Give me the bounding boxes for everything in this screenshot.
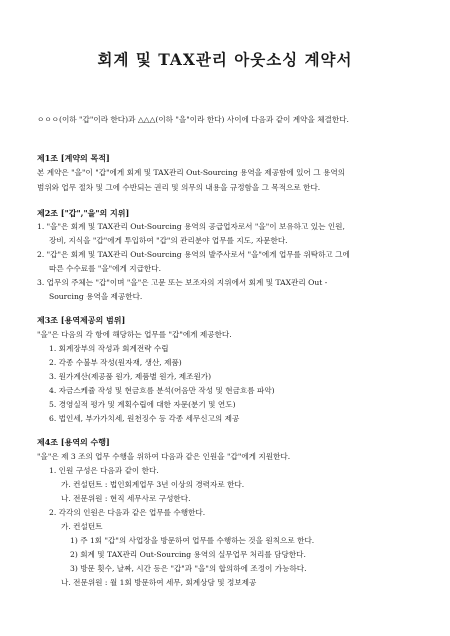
article-3-line: 3. 원가계산(제공품 원가, 제품별 원가, 제조원가) [49, 372, 212, 381]
article-4-line: 1) 주 1회 "갑"의 사업장을 방문하여 업무를 수행하는 것을 원칙으로 한다. [70, 536, 315, 545]
article-4-line: 나. 전문위원 : 월 1회 방문하여 세무, 회계상담 및 정보제공 [61, 578, 257, 587]
article-4-line: 가. 컨설턴트 [61, 522, 103, 531]
article-4-line: 2. 각각의 인원은 다음과 같은 업무를 수행한다. [49, 508, 206, 517]
intro-text: ㅇㅇㅇ(이하 "갑"이라 한다)과 △△△(이하 "을"이라 한다) 사이에 다음과 같이 계약을 체결한다. [37, 115, 349, 124]
article-3-line: "을"은 다음의 각 항에 해당하는 업무를 "갑"에게 제공한다. [37, 330, 232, 339]
document-title: 회계 및 TAX관리 아웃소싱 계약서 [97, 50, 353, 69]
article-3-line: 5. 경영실적 평가 및 계획수립에 대한 자문(분기 및 연도) [49, 400, 236, 409]
article-4-line: 3) 방문 횟수, 날짜, 시간 등은 "갑"과 "을"의 합의하에 조정이 가능하다. [70, 564, 307, 573]
article-3-line: 2. 각종 수불부 작성(원자재, 생산, 제품) [49, 358, 182, 367]
article-4-line: "을"은 제 3 조의 업무 수행을 위하여 다음과 같은 인원을 "갑"에게 지원한다. [37, 452, 291, 461]
article-2-line: 2. "갑"은 회계 및 TAX관리 Out-Sourcing 용역의 발주사로서 "을"에게 업무를 위탁하고 그에 [37, 250, 350, 259]
article-3-line: 6. 법인세, 부가가치세, 원천징수 등 각종 세무신고의 제공 [49, 414, 240, 423]
article-1-line: 본 계약은 "을"이 "갑"에게 회계 및 TAX관리 Out-Sourcing 용역을 제공함에 있어 그 용역의 [37, 168, 345, 177]
article-3-line: 4. 자금스케쥴 작성 및 현금흐름 분석(어음만 작성 및 현금흐름 파악) [49, 386, 275, 395]
article-2-line: 장비, 지식을 "갑"에게 투입하여 "갑"의 관리분야 업무를 지도, 자문한다. [49, 236, 288, 245]
article-4-heading: 제4조 [용역의 수행] [37, 437, 110, 447]
article-4-line: 가. 컨설턴트 : 법인회계업무 3년 이상의 경력자로 한다. [61, 480, 245, 489]
article-1-heading: 제1조 [계약의 목적] [37, 153, 110, 163]
article-4-line: 1. 인원 구성은 다음과 같이 한다. [49, 466, 159, 475]
article-2-line: 따른 수수료를 "을"에게 지급한다. [49, 264, 162, 273]
article-2-line: 1. "을"은 회계 및 TAX관리 Out-Sourcing 용역의 공급업자로서 "을"이 보유하고 있는 인원, [37, 222, 345, 231]
article-3-heading: 제3조 [용역제공의 범위] [37, 315, 126, 325]
article-2-line: 3. 업무의 주체는 "갑"이며 "을"은 고문 또는 보조자의 지위에서 회계 및 TAX관리 Out - [37, 278, 328, 287]
article-2-line: Sourcing 용역을 제공한다. [49, 292, 143, 301]
article-3-line: 1. 회계장부의 작성과 회계전략 수립 [49, 344, 169, 353]
article-2-heading: 제2조 ["갑","을"의 지위] [37, 208, 130, 218]
article-1-line: 범위와 업무 절차 및 그에 수반되는 권리 및 의무의 내용을 규정함을 그 목적으로 한다. [37, 183, 321, 192]
article-4-line: 나. 전문위원 : 현직 세무사로 구성한다. [61, 494, 191, 503]
article-4-line: 2) 회계 및 TAX관리 Out-Sourcing 용역의 실무업무 처리를 담당한다. [70, 550, 306, 559]
